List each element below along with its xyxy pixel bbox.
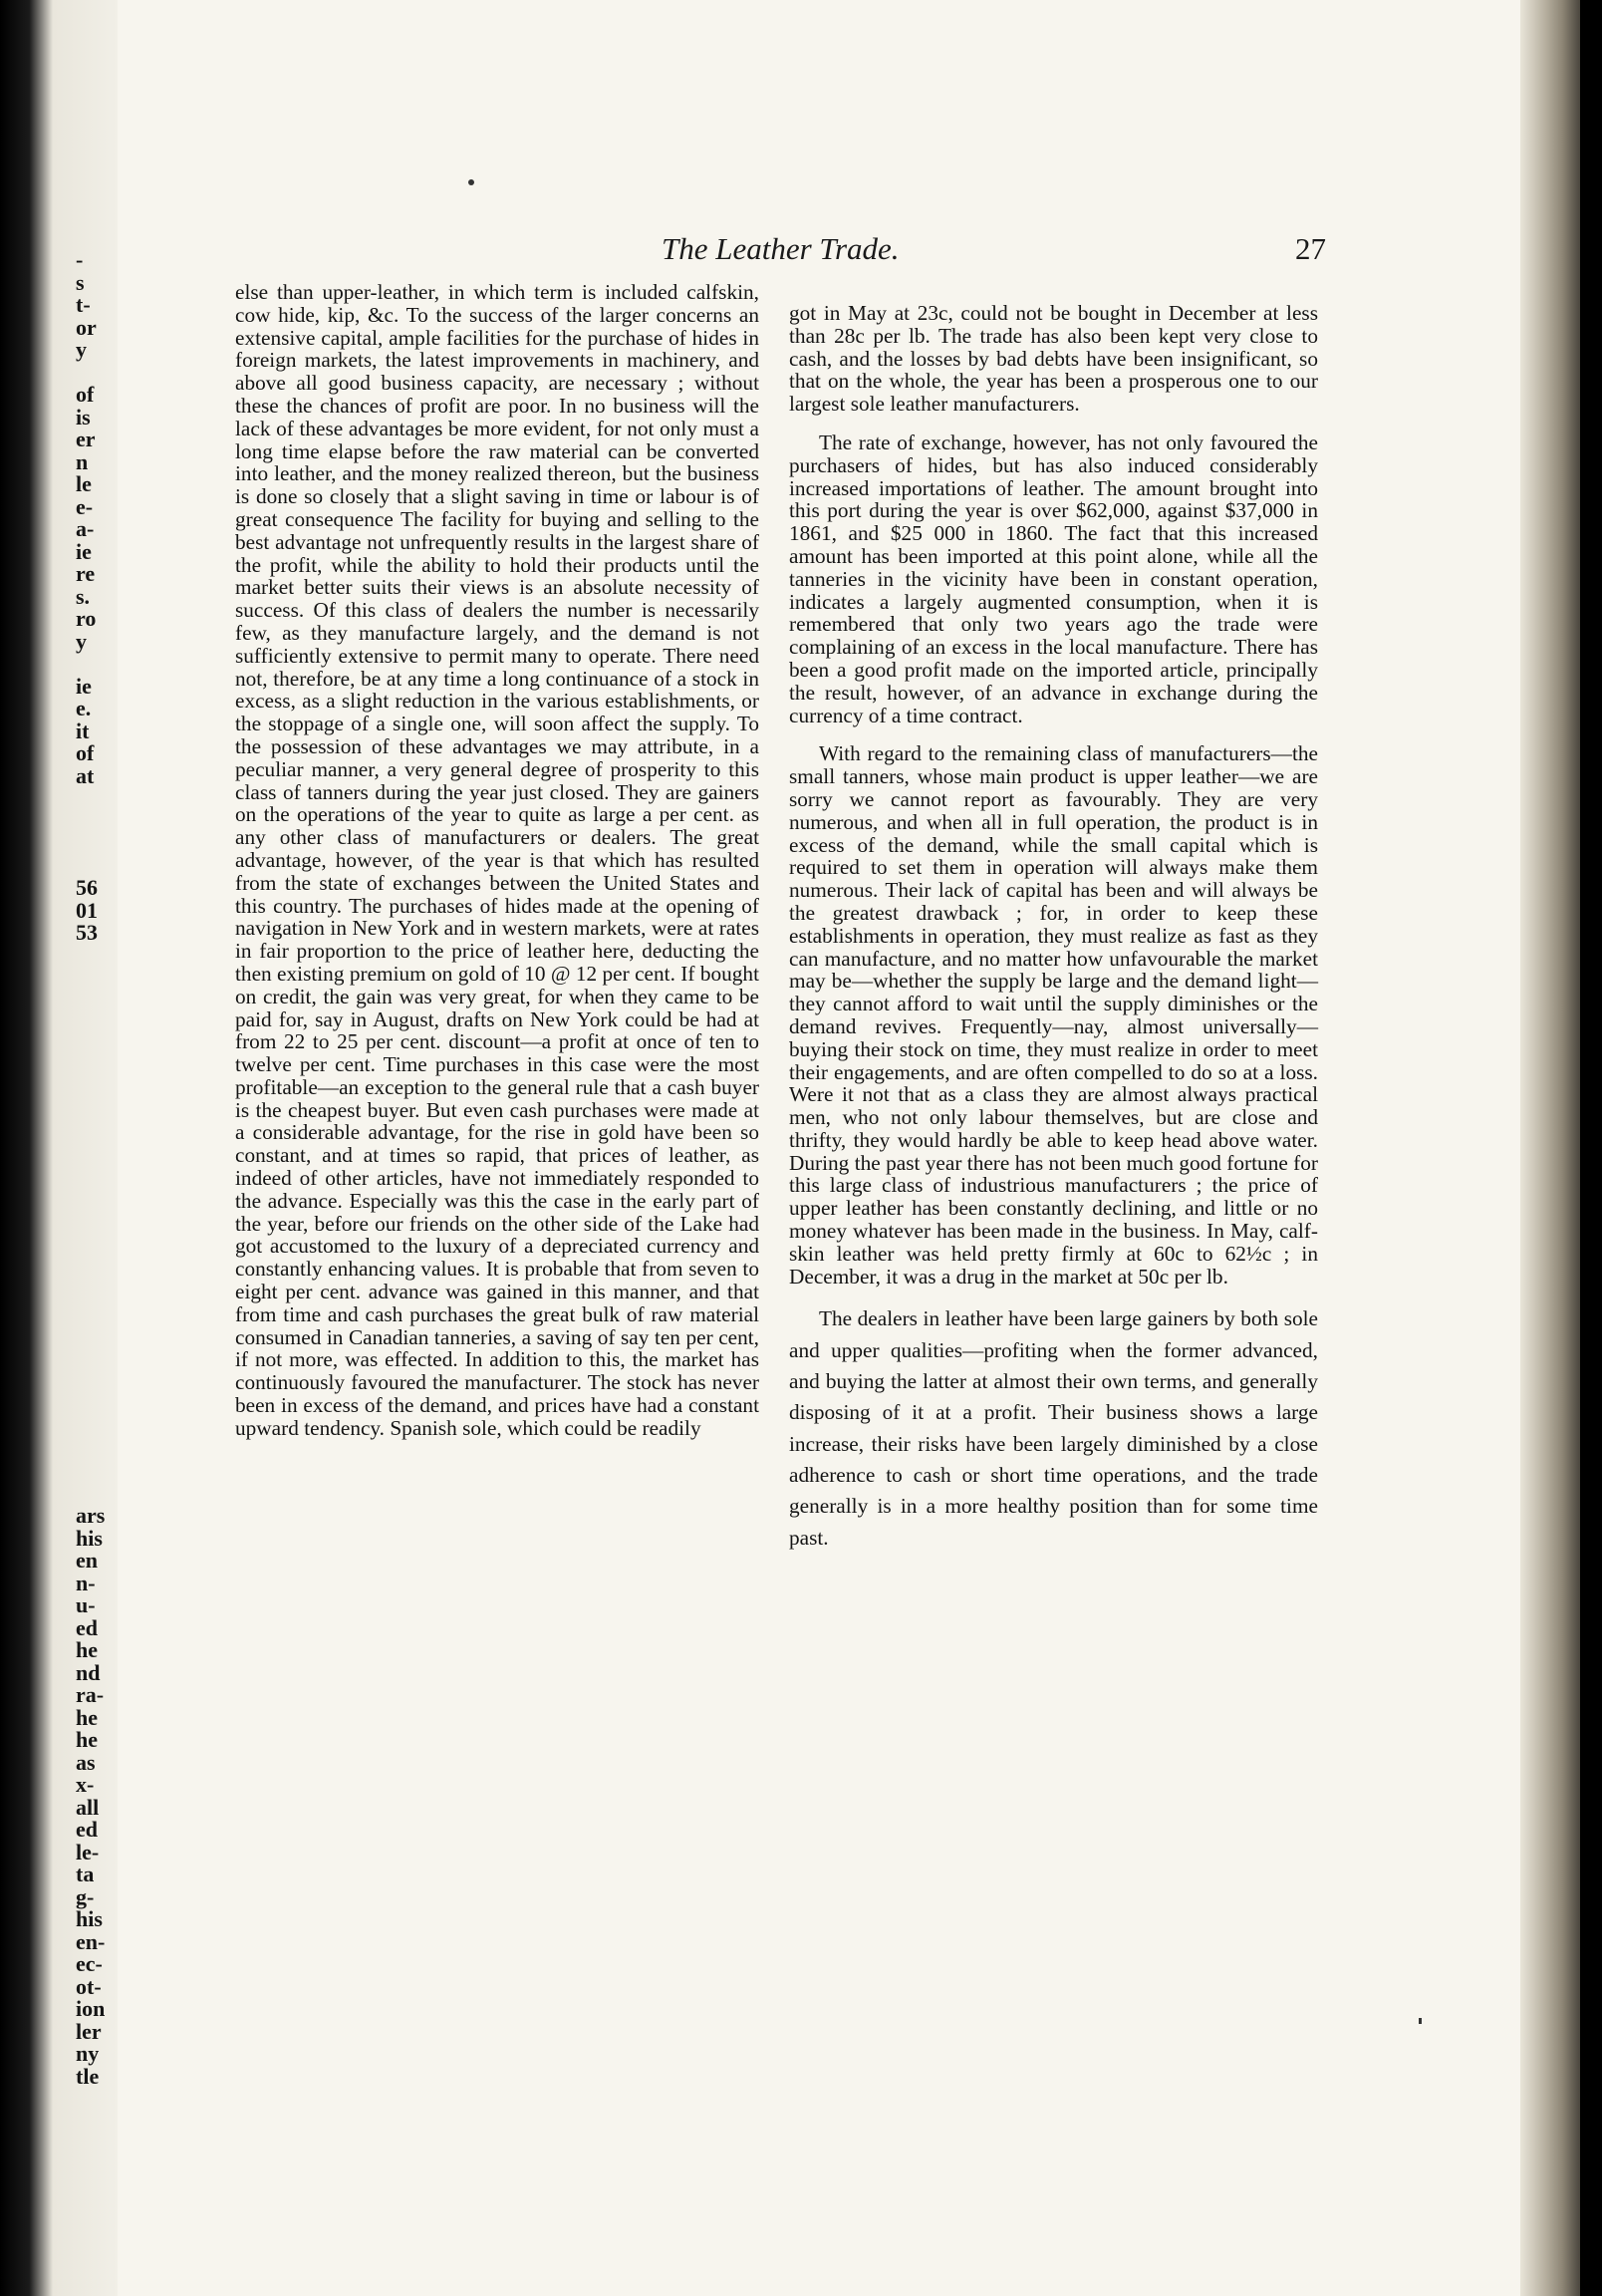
- margin-fragment: ars: [76, 1503, 106, 1528]
- paragraph: The dealers in leather have been large gainers by both sole and upper qualities—profiting when the former advanced, and buying the latter at almost their own terms, and generally disposing of it at a profit. Their business shows a large increase, their risks have been largely diminished by a close adherence to cash or short time operations, and the trade generally is in a more healthy position than for some time past.: [789, 1306, 1318, 1550]
- margin-fragment: [76, 832, 116, 855]
- margin-fragment: [76, 1101, 116, 1124]
- ink-speck: [1419, 2018, 1422, 2024]
- margin-fragment: [76, 945, 116, 968]
- margin-fragment: [76, 1034, 116, 1057]
- margin-fragment: ra-: [76, 1682, 105, 1707]
- margin-fragment: le: [76, 471, 92, 496]
- text-column-right: [789, 302, 1318, 1554]
- margin-fragment: ta: [76, 1862, 95, 1886]
- margin-fragment: g-: [76, 1883, 95, 1909]
- margin-fragment: x-: [76, 1772, 95, 1797]
- margin-fragment: ie: [76, 538, 92, 564]
- margin-fragment: ion: [76, 1996, 106, 2021]
- paragraph: The rate of exchange, however, has not only favoured the purchasers of hides, but has also induced considerably increased importations of leather. The amount brought into this port during the year is over $62,000, against $37,000 in 1861, and $25 000 in 1860. The fact that this increased amount has been imported at this point alone, while all the tanneries in the vicinity have been in constant operation, indicates a largely augmented consumption, when it is remembered that only two years ago the trade were complaining of an excess in the local manufacture. There has been a good profit made on the imported article, principally the result, however, of an advance in exchange during the currency of a time contract.: [789, 430, 1318, 727]
- margin-fragment: at: [76, 762, 95, 788]
- margin-fragment: n: [76, 448, 89, 474]
- margin-fragment: [76, 787, 116, 810]
- margin-fragment: [76, 1303, 116, 1326]
- page-number: 27: [1295, 231, 1326, 266]
- margin-fragment: ny: [76, 2041, 100, 2066]
- margin-fragment: [76, 1169, 116, 1192]
- margin-fragment: he: [76, 1704, 98, 1730]
- margin-fragment: [76, 1214, 116, 1237]
- margin-fragment: of: [76, 740, 95, 765]
- margin-fragment: [76, 1011, 116, 1034]
- margin-fragment: [76, 1460, 116, 1483]
- running-head: The Leather Trade.: [662, 231, 900, 266]
- margin-fragment: [76, 1415, 116, 1438]
- margin-fragment: e-: [76, 493, 94, 519]
- margin-fragment: [76, 1348, 116, 1371]
- margin-fragment: [76, 1281, 116, 1303]
- margin-fragment: ro: [76, 606, 97, 631]
- margin-fragment: en-: [76, 1928, 106, 1954]
- margin-fragment: s.: [76, 583, 91, 609]
- margin-fragment: all: [76, 1794, 100, 1820]
- margin-fragment: n-: [76, 1570, 96, 1595]
- margin-fragment: y: [76, 337, 87, 362]
- paragraph: else than upper-leather, in which term is included calfskin, cow hide, kip, &c. To the success of the larger concerns an extensive capital, ample facilities for the purchase of hides in foreign markets, the latest improvements in machinery, and above all good business capacity, are necessary ; without these the chances of profit are poor. In no business will the lack of these advantages be more evident, for not only must a long time elapse before the raw material can be converted into leather, and the money realized thereon, but the business is done so closely that a slight saving in time or labour is of great consequence The facility for buying and selling to the best advantage not unfrequently results in the largest share of the profit, while the ability to hold their products until the market better suits their views is an absolute necessity of success. Of this class of dealers the number is necessarily few, as they manufacture largely, and the demand is not sufficiently extensive to permit many to operate. There need not, therefore, be at any time a long continuance of a stock in excess, as a slight reduction in the various establishments, or the stoppage of a single one, will soon affect the supply. To the possession of these advantages we may attribute, in a peculiar manner, a very general degree of prosperity to this class of tanners during the year just closed. They are gainers on the operations of the year to quite as large a per cent. as any other class of manufacturers or dealers. The great advantage, however, of the year is that which has resulted from the state of exchanges between the United States and this country. The purchases of hides made at the opening of navigation in New York and in western markets, were at rates in fair proportion to the price of leather here, deducting the then existing premium on gold of 10 @ 12 per cent. If bought on credit, the gain was very great, for when they came to be paid for, say in August, drafts on New York could be had at from 22 to 25 per cent. discount—a profit at once of ten to twelve per cent. Time purchases in this case were the most profitable—an exception to the general rule that a cash buyer is the cheapest buyer. But even cash purchases were made at a considerable advantage, for the rise in gold have been so constant, and at times so rapid, that prices of leather, as indeed of other articles, have not immediately responded to the advance. Especially was this the case in the early part of the year, before our friends on the other side of the Lake had got accustomed to the luxury of a depreciated currency and constantly enhancing values. It is probable that from seven to eight per cent. advance was gained in this manner, and that from time and cash purchases the great bulk of raw material consumed in Canadian tanneries, a saving of say ten per cent, if not more, was effected. In addition to this, the market has continuously favoured the manufacturer. The stock has never been in excess of the demand, and prices have had a constant upward tendency. Spanish sole, which could be readily: [235, 280, 759, 1440]
- margin-fragment: [76, 362, 116, 385]
- ink-speck: [468, 179, 474, 185]
- margin-fragment: [76, 1146, 116, 1169]
- margin-fragment: [76, 810, 116, 833]
- margin-fragment: er: [76, 427, 96, 451]
- adjacent-page-text-fragments: [76, 249, 116, 2088]
- margin-fragment: ie: [76, 673, 92, 699]
- margin-fragment: or: [76, 314, 97, 340]
- text-column-left: [235, 281, 759, 1440]
- margin-fragment: 56: [76, 875, 98, 900]
- margin-fragment: [76, 855, 116, 878]
- margin-fragment: his: [76, 1906, 103, 1931]
- margin-fragment: le-: [76, 1839, 100, 1865]
- margin-fragment: [76, 990, 116, 1012]
- margin-fragment: his: [76, 1525, 103, 1551]
- margin-fragment: is: [76, 404, 91, 430]
- page-fore-edge: [1520, 0, 1580, 2296]
- margin-fragment: y: [76, 628, 87, 654]
- margin-fragment: ot-: [76, 1973, 102, 1999]
- margin-fragment: -: [76, 247, 84, 272]
- margin-fragment: s: [76, 269, 85, 295]
- margin-fragment: u-: [76, 1592, 96, 1617]
- margin-fragment: ec-: [76, 1951, 103, 1976]
- margin-fragment: [76, 1236, 116, 1259]
- margin-fragment: as: [76, 1749, 96, 1775]
- margin-fragment: [76, 1124, 116, 1147]
- margin-fragment: en: [76, 1548, 98, 1573]
- margin-fragment: 01: [76, 897, 98, 923]
- margin-fragment: [76, 1325, 116, 1348]
- paragraph: got in May at 23c, could not be bought in December at less than 28c per lb. The trade has also been kept very close to cash, and the losses by bad debts have been insignificant, so that on the whole, the year has been a prosperous one to our largest sole leather manufacturers.: [789, 301, 1318, 417]
- margin-fragment: [76, 1438, 116, 1461]
- margin-fragment: ed: [76, 1614, 98, 1640]
- margin-fragment: t-: [76, 292, 91, 317]
- margin-fragment: e.: [76, 696, 92, 720]
- margin-fragment: ed: [76, 1817, 98, 1842]
- margin-fragment: he: [76, 1727, 98, 1752]
- margin-fragment: [76, 1079, 116, 1102]
- margin-fragment: [76, 653, 116, 676]
- margin-fragment: it: [76, 718, 90, 743]
- margin-fragment: 53: [76, 920, 98, 945]
- margin-fragment: of: [76, 382, 95, 407]
- margin-fragment: [76, 967, 116, 990]
- margin-fragment: [76, 1393, 116, 1416]
- margin-fragment: he: [76, 1637, 98, 1662]
- margin-fragment: nd: [76, 1659, 101, 1685]
- margin-fragment: [76, 1483, 116, 1506]
- margin-fragment: [76, 1056, 116, 1079]
- margin-fragment: tle: [76, 2063, 100, 2089]
- margin-fragment: [76, 1191, 116, 1214]
- paragraph: With regard to the remaining class of manufacturers—the small tanners, whose main product is upper leather—we are sorry we cannot report as favourably. They are very numerous, and when all in full operation, the product is in excess of the demand, while the small capital which is required to set them in operation will always make them numerous. Their lack of capital has been and will always be the greatest drawback ; for, in order to keep these establishments in operation, they must realize as fast as they can manufacture, and no matter how unfavourable the market may be—whether the supply be large and the demand light—they cannot afford to wait until the supply diminishes or the demand revives. Frequently—nay, almost universally—buying their stock on time, they must realize in order to meet their engagements, and are often compelled to do so at a loss. Were it not that as a class they are almost always practical men, who not only labour themselves, but are close and thrifty, they would hardly be able to keep head above water. During the past year there has not been much good fortune for this large class of industrious manufacturers ; the price of upper leather has been constantly declining, and little or no money whatever has been made in the business. In May, calf-skin leather was held pretty firmly at 60c to 62½c ; in December, it was a drug in the market at 50c per lb.: [789, 741, 1318, 1289]
- margin-fragment: ler: [76, 2018, 102, 2044]
- margin-fragment: [76, 1259, 116, 1282]
- margin-fragment: re: [76, 561, 96, 586]
- margin-fragment: [76, 1370, 116, 1393]
- margin-fragment: a-: [76, 516, 95, 541]
